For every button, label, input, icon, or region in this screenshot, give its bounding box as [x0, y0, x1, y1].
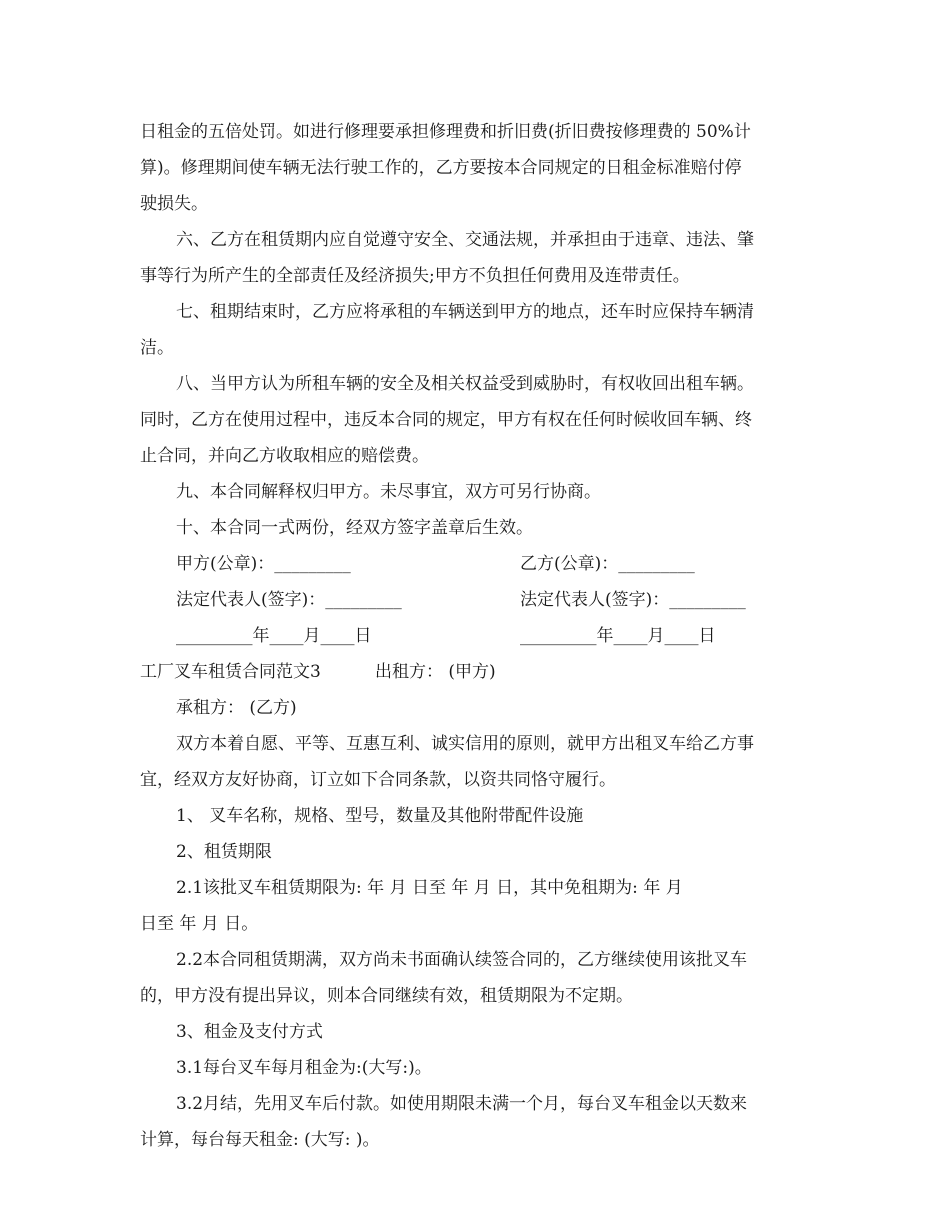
party-b-seal: 乙方(公章)：_________ — [520, 554, 695, 574]
preamble: 双方本着自愿、平等、互惠互利、诚实信用的原则，就甲方出租叉车给乙方事 — [176, 734, 754, 754]
party-a-seal: 甲方(公章)：_________ — [176, 554, 351, 574]
party-a-representative: 法定代表人(签字)：_________ — [176, 590, 402, 610]
paragraph-line: 驶损失。 — [140, 194, 208, 214]
party-b-representative: 法定代表人(签字)：_________ — [520, 590, 746, 610]
clause-eight: 八、当甲方认为所租车辆的安全及相关权益受到威胁时，有权收回出租车辆。 — [176, 374, 754, 394]
article-2: 2、租赁期限 — [176, 842, 272, 862]
article-2-1: 2.1该批叉车租赁期限为: 年 月 日至 年 月 日，其中免租期为: 年 月 — [176, 878, 683, 898]
article-3: 3、租金及支付方式 — [176, 1022, 323, 1042]
lessee-line: 承租方： (乙方) — [176, 698, 297, 718]
party-b-date: _________年____月____日 — [520, 626, 716, 646]
article-1: 1、 叉车名称，规格、型号，数量及其他附带配件设施 — [176, 806, 584, 826]
clause-ten: 十、本合同一式两份，经双方签字盖章后生效。 — [176, 518, 533, 538]
paragraph-line: 计算，每台每天租金: (大写: )。 — [140, 1130, 380, 1150]
paragraph-line: 日租金的五倍处罚。如进行修理要承担修理费和折旧费(折旧费按修理费的 50%计 — [140, 122, 751, 142]
paragraph-line: 洁。 — [140, 338, 174, 358]
party-a-date: _________年____月____日 — [176, 626, 372, 646]
article-2-2: 2.2本合同租赁期满，双方尚未书面确认续签合同的，乙方继续使用该批叉车 — [176, 950, 748, 970]
clause-six: 六、乙方在租赁期内应自觉遵守安全、交通法规，并承担由于违章、违法、肇 — [176, 230, 754, 250]
paragraph-line: 止合同，并向乙方收取相应的赔偿费。 — [140, 446, 429, 466]
article-3-2: 3.2月结，先用叉车后付款。如使用期限未满一个月，每台叉车租金以天数来 — [176, 1094, 748, 1114]
lessor-line: 出租方： (甲方) — [375, 662, 496, 682]
paragraph-line: 事等行为所产生的全部责任及经济损失;甲方不负担任何费用及连带责任。 — [140, 266, 690, 286]
section-title: 工厂叉车租赁合同范文3 — [140, 662, 321, 682]
article-3-1: 3.1每台叉车每月租金为:(大写:)。 — [176, 1058, 432, 1078]
paragraph-line: 的，甲方没有提出异议，则本合同继续有效，租赁期限为不定期。 — [140, 986, 633, 1006]
paragraph-line: 算)。修理期间使车辆无法行驶工作的，乙方要按本合同规定的日租金标准赔付停 — [140, 158, 742, 178]
paragraph-line: 宜，经双方友好协商，订立如下合同条款，以资共同恪守履行。 — [140, 770, 616, 790]
paragraph-line: 同时，乙方在使用过程中，违反本合同的规定，甲方有权在任何时候收回车辆、终 — [140, 410, 752, 430]
paragraph-line: 日至 年 月 日。 — [140, 914, 259, 934]
clause-seven: 七、租期结束时，乙方应将承租的车辆送到甲方的地点，还车时应保持车辆清 — [176, 302, 754, 322]
clause-nine: 九、本合同解释权归甲方。未尽事宜，双方可另行协商。 — [176, 482, 601, 502]
